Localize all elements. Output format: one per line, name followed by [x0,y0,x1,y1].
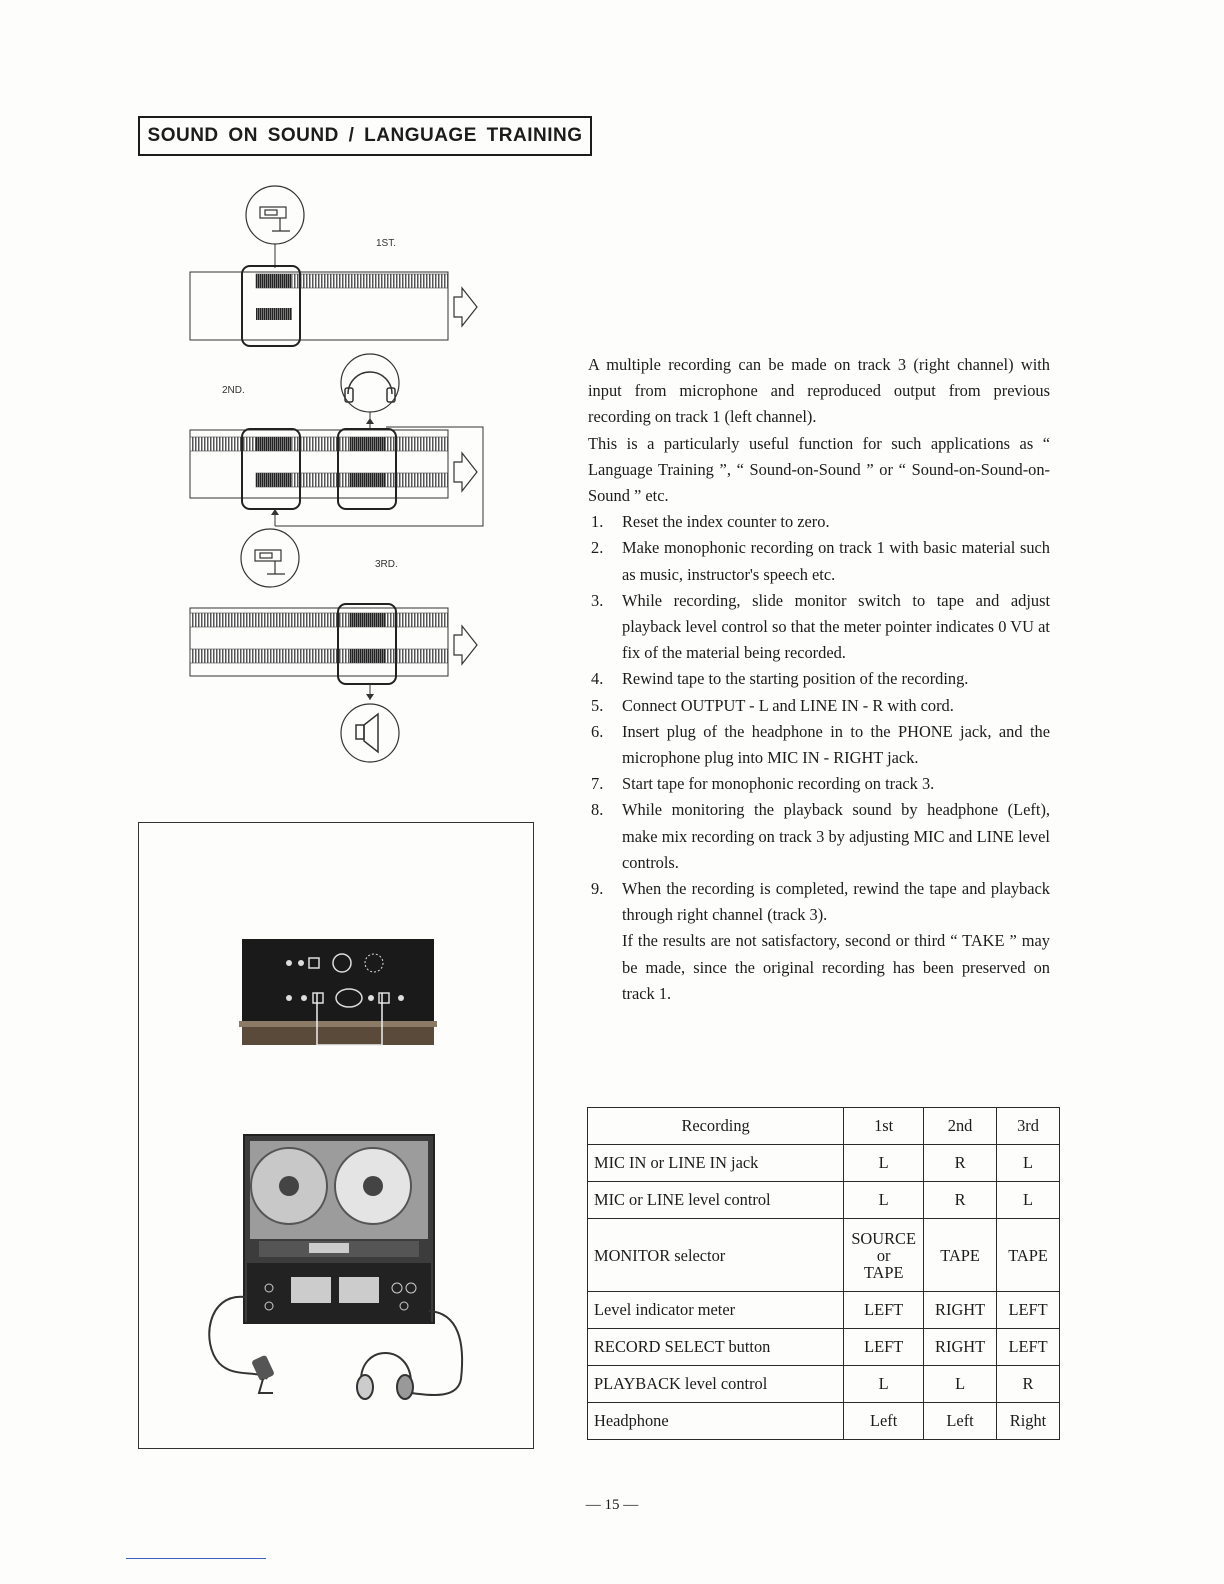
footer-divider [126,1558,266,1559]
table-row [588,1182,1060,1219]
list-item: 5. Connect OUTPUT - L and LINE IN - R with cord. [591,695,954,715]
table-cell: SOURCE or TAPE [844,1219,924,1292]
table-cell: Right [997,1403,1060,1440]
row-label: MONITOR selector [588,1219,844,1292]
list-item: 3. While recording, slide monitor switch to tape and adjust playback level control so that the meter pointer indicates 0 VU at fix of the material being recorded. [591,590,1050,663]
label-3rd: 3RD. [375,559,398,570]
column-header: 3rd [997,1108,1060,1145]
row-label: RECORD SELECT button [588,1329,844,1366]
tape-direction-arrow-icon [454,453,477,491]
table-cell: Left [924,1403,997,1440]
list-item: 8. While monitoring the playback sound by headphone (Left), make mix recording on track 3 by adjusting MIC and LINE level controls. [591,800,1050,872]
tape-path-diagram [180,180,510,780]
microphone-icon [255,550,285,574]
stage-2nd [190,354,483,587]
table-cell: L [844,1182,924,1219]
instructions-text [588,352,1050,1007]
step-text: Make monophonic recording on track 1 with basic material such as music, instructor's speech etc. [622,538,1050,584]
row-label: Level indicator meter [588,1292,844,1329]
headphone-icon [345,372,395,402]
table-row [588,1329,1060,1366]
table-row [588,1219,1060,1292]
page-number: — 15 — [585,1497,639,1513]
table-row [588,1366,1060,1403]
stage-1st [190,186,477,346]
list-item: 2. Make monophonic recording on track 1 with basic material such as music, instructor's speech etc. [591,538,1050,584]
table-cell: LEFT [844,1292,924,1329]
table-cell: RIGHT [924,1329,997,1366]
table-cell: L [844,1145,924,1182]
stage-3rd [190,559,477,762]
table-row [588,1403,1060,1440]
step-text: While recording, slide monitor switch to tape and adjust playback level control so that the meter pointer indicates 0 VU at fix of the material being recorded. [622,590,1050,663]
table-cell: RIGHT [924,1292,997,1329]
microphone-icon [260,207,290,231]
list-item: 9. When the recording is completed, rewind the tape and playback through right channel (track 3). [591,879,1050,925]
table-cell: L [924,1366,997,1403]
column-header: 1st [844,1108,924,1145]
table-cell: L [997,1145,1060,1182]
table-cell: L [844,1366,924,1403]
list-item: 1. Reset the index counter to zero. [591,512,830,532]
table-cell: Left [844,1403,924,1440]
step-text: While monitoring the playback sound by headphone (Left), make mix recording on track 3 by adjusting MIC and LINE level controls. [622,800,1050,872]
table-header-row [588,1108,1060,1145]
row-label: MIC IN or LINE IN jack [588,1145,844,1182]
section-title: SOUND ON SOUND / LANGUAGE TRAINING [138,116,592,156]
intro-paragraph: A multiple recording can be made on track 3 (right channel) with input from microphone and reproduced output from previous recording on track 1 (left channel). [588,355,1050,427]
step-text: When the recording is completed, rewind the tape and playback through right channel (track 3). [622,879,1050,925]
table-row [588,1292,1060,1329]
front-panel-closeup [239,939,437,1045]
row-label: Headphone [588,1403,844,1440]
table-cell: LEFT [997,1329,1060,1366]
list-item: 6. Insert plug of the headphone in to the PHONE jack, and the microphone plug into MIC IN - RIGHT jack. [591,721,1050,768]
row-label: MIC or LINE level control [588,1182,844,1219]
column-header: Recording [588,1108,844,1145]
speaker-icon [356,714,378,752]
label-2nd: 2ND. [222,385,245,396]
table-cell: L [997,1182,1060,1219]
label-1st: 1ST. [376,238,397,249]
closing-paragraph: If the results are not satisfactory, second or third “ TAKE ” may be made, since the original recording has been preserved on track 1. [622,931,1050,1003]
equipment-photo [138,822,534,1449]
step-text: Reset the index counter to zero. [622,512,830,532]
table-cell: LEFT [997,1292,1060,1329]
step-text: Insert plug of the headphone in to the PHONE jack, and the microphone plug into MIC IN - RIGHT jack. [622,721,1050,768]
table-cell: TAPE [924,1219,997,1292]
tape-deck [244,1135,434,1323]
step-text: Start tape for monophonic recording on track 3. [622,774,935,794]
tape-direction-arrow-icon [454,626,477,664]
table-row [588,1145,1060,1182]
table-cell: LEFT [844,1329,924,1366]
headphone-icon [357,1353,413,1399]
intro-paragraph: This is a particularly useful function for such applications as “ Language Training ”, “ Sound-on-Sound ” or “ Sound-on-Sound-on-Sound ” etc. [588,433,1050,506]
tape-direction-arrow-icon [454,288,477,326]
table-cell: R [924,1145,997,1182]
column-header: 2nd [924,1108,997,1145]
table-cell: R [924,1182,997,1219]
list-item: 4. Rewind tape to the starting position of the recording. [591,669,969,689]
row-label: PLAYBACK level control [588,1366,844,1403]
step-text: Rewind tape to the starting position of the recording. [622,669,969,689]
recording-table [587,1107,1060,1440]
table-cell: TAPE [997,1219,1060,1292]
table-cell: R [997,1366,1060,1403]
list-item: 7. Start tape for monophonic recording on track 3. [591,774,935,794]
step-text: Connect OUTPUT - L and LINE IN - R with cord. [622,695,954,715]
steps-list [588,509,1050,928]
